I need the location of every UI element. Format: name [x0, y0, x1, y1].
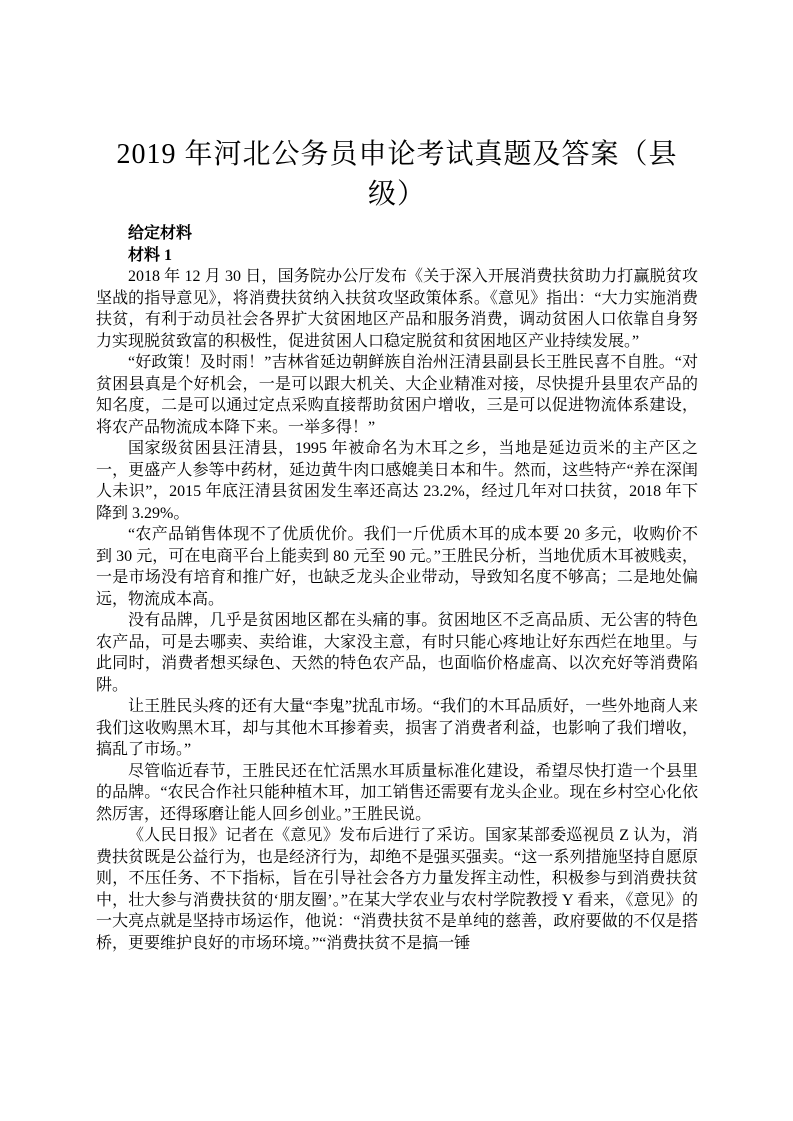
paragraph-1: 2018 年 12 月 30 日，国务院办公厅发布《关于深入开展消费扶贫助力打赢脱贫攻坚战的指导意见》，将消费扶贫纳入扶贫攻坚政策体系。《意见》指出：“大力实施消费扶贫，有利于动员社会各界扩大贫困地区产品和服务消费，调动贫困人口依靠自身努力实现脱贫致富的积极性，促进贫困人口稳定脱贫和贫困地区产业持续发展。”: [96, 268, 698, 350]
document-title-line-1: 2019 年河北公务员申论考试真题及答案（县: [116, 139, 678, 170]
document-title: [96, 135, 698, 215]
document-title-line-2: 级）: [367, 179, 426, 210]
paragraph-4: “农产品销售体现不了优质优价。我们一斤优质木耳的成本要 20 多元，收购价不到 30 元，可在电商平台上能卖到 80 元至 90 元。”王胜民分析，当地优质木耳被贱卖，一是市场没有培育和推广好，也缺乏龙头企业带动，导致知名度不够高；二是地处偏远，物流成本高。: [96, 526, 698, 608]
material-1-heading: 材料 1: [128, 246, 173, 264]
paragraph-3: 国家级贫困县汪清县，1995 年被命名为木耳之乡，当地是延边贡米的主产区之一，更盛产人参等中药材，延边黄牛肉口感媲美日本和牛。然而，这些特产“养在深闺人未识”，2015 年底汪清县贫困发生率还高达 23.2%，经过几年对口扶贫，2018 年下降到 3.29%。: [96, 440, 698, 522]
paragraph-7: 尽管临近春节，王胜民还在忙活黑水耳质量标准化建设，希望尽快打造一个县里的品牌。“农民合作社只能种植木耳，加工销售还需要有龙头企业。现在乡村空心化依然厉害，还得琢磨让能人回乡创业。”王胜民说。: [96, 762, 698, 823]
section-heading-given-materials: 给定材料: [128, 225, 193, 242]
document-content: [96, 0, 698, 954]
paragraph-8: 《人民日报》记者在《意见》发布后进行了采访。国家某部委巡视员 Z 认为，消费扶贫既是公益行为，也是经济行为，却绝不是强买强卖。“这一系列措施坚持自愿原则，不压任务、不下指标，旨在引导社会各方力量发挥主动性，积极参与到消费扶贫中，壮大参与消费扶贫的‘朋友圈’。”在某大学农业与农村学院教授 Y 看来，《意见》的一大亮点就是坚持市场运作，他说：“消费扶贫不是单纯的慈善，政府要做的不仅是搭桥，更要维护良好的市场环境。”“消费扶贫不是搞一锤: [96, 827, 698, 952]
paragraph-6: 让王胜民头疼的还有大量“李鬼”扰乱市场。“我们的木耳品质好，一些外地商人来我们这收购黑木耳，却与其他木耳掺着卖，损害了消费者利益，也影响了我们增收，搞乱了市场。”: [96, 698, 698, 758]
paragraph-2: “好政策！及时雨！”吉林省延边朝鲜族自治州汪清县副县长王胜民喜不自胜。“对贫困县真是个好机会，一是可以跟大机关、大企业精准对接，尽快提升县里农产品的知名度，二是可以通过定点采购直接帮助贫困户增收，三是可以促进物流体系建设，将农产品物流成本降下来。一举多得！”: [96, 354, 698, 436]
paragraph-5: 没有品牌，几乎是贫困地区都在头痛的事。贫困地区不乏高品质、无公害的特色农产品，可是去哪卖、卖给谁，大家没主意，有时只能心疼地让好东西烂在地里。与此同时，消费者想买绿色、天然的特色农产品，也面临价格虚高、以次充好等消费陷阱。: [96, 612, 698, 694]
